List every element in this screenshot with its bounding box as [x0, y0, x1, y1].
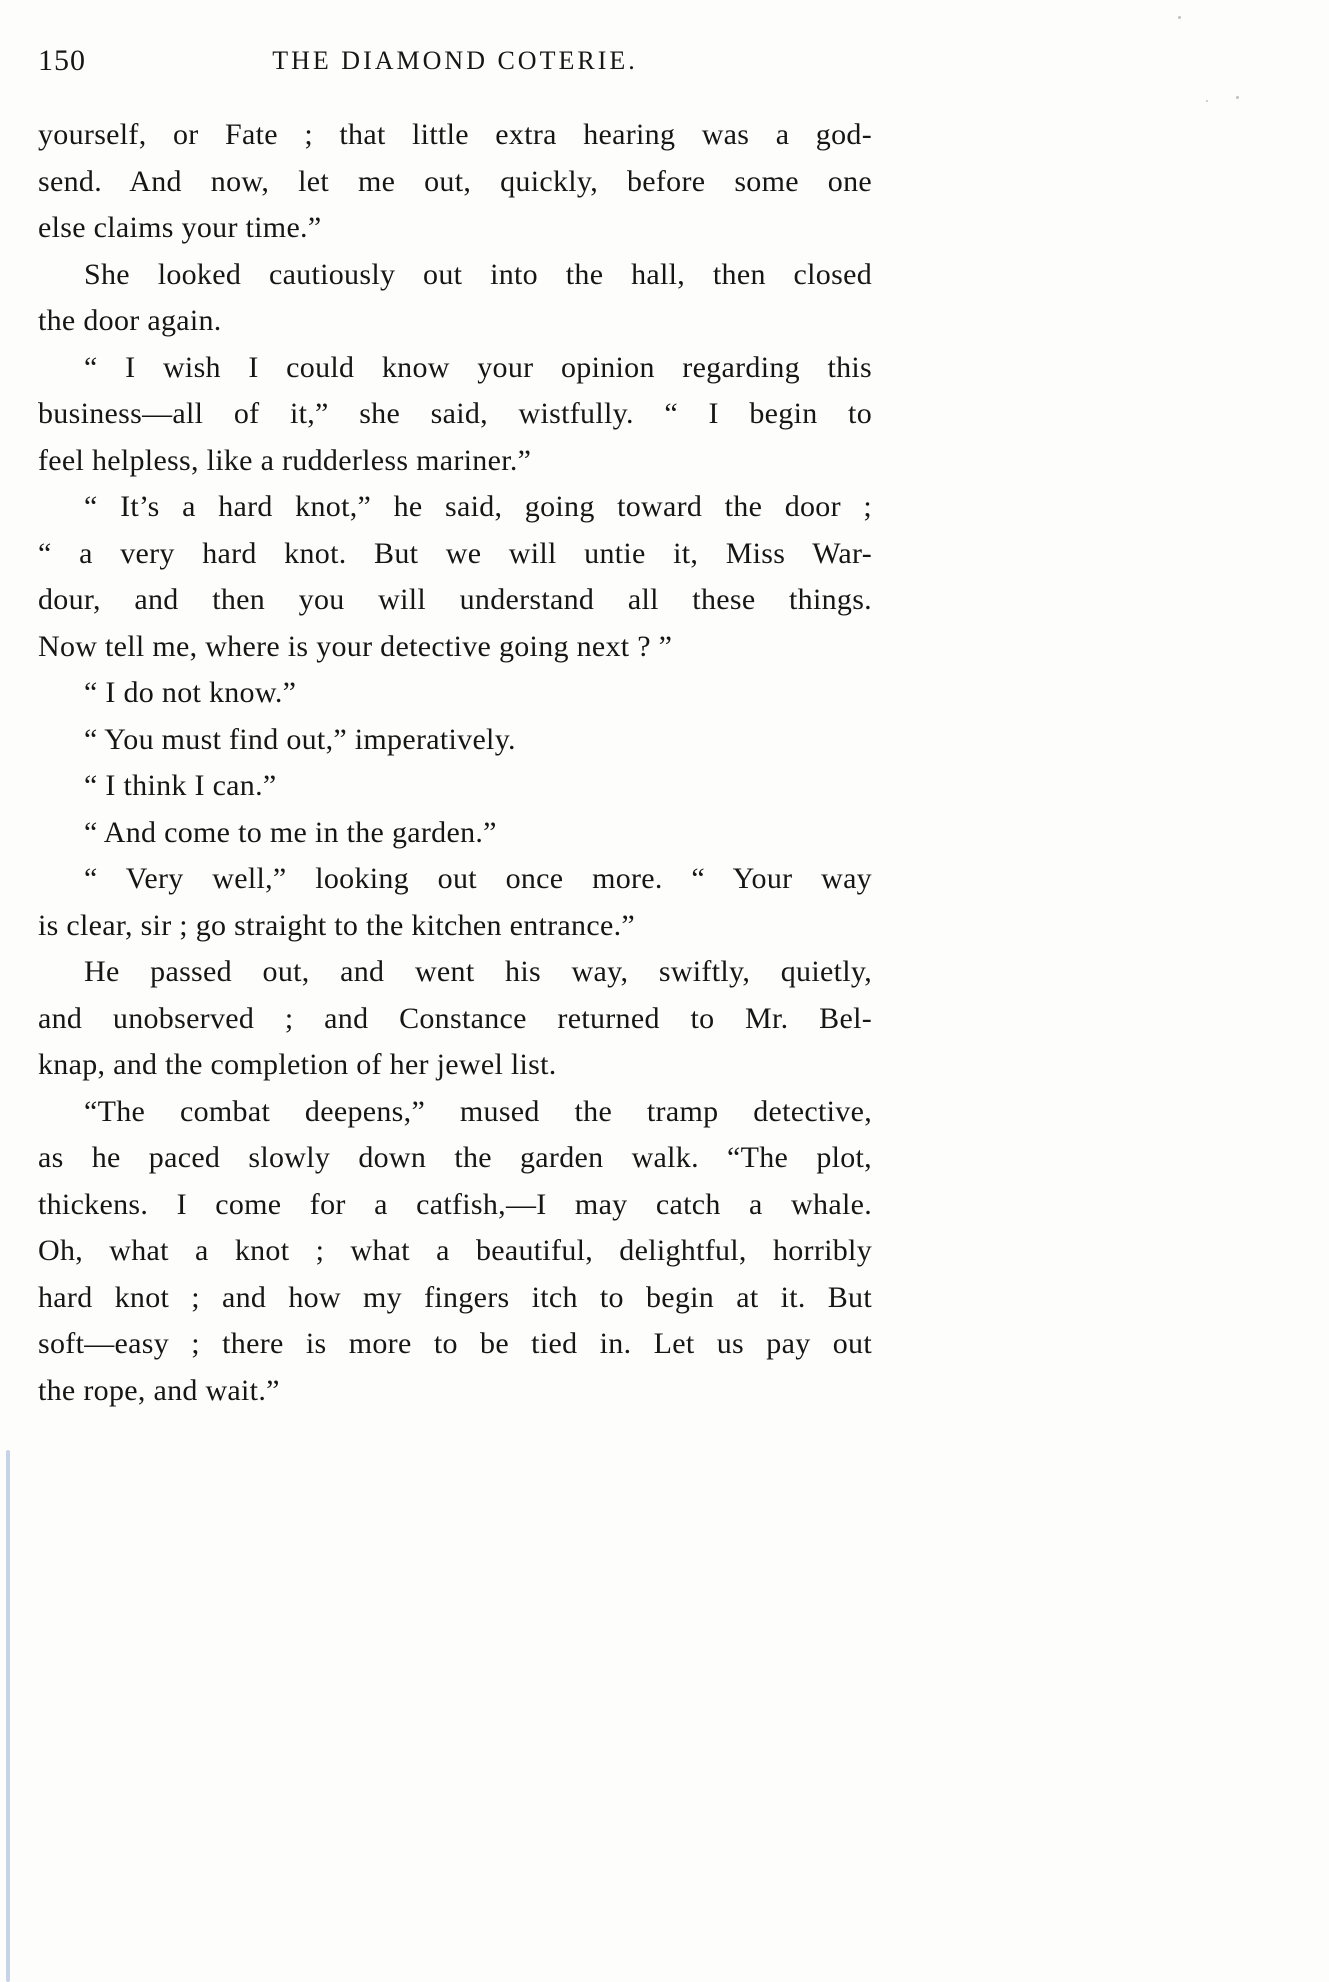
text-line: “ I do not know.”: [84, 676, 297, 709]
text-line: business—all of it,” she said, wistfully. “ I begin to: [38, 397, 872, 430]
page-body: [38, 112, 872, 1414]
paragraph: [38, 717, 872, 764]
paragraph: [38, 763, 872, 810]
text-line: “ a very hard knot. But we will untie it, Miss War-: [38, 536, 872, 570]
text-line: She looked cautiously out into the hall, then closed: [84, 257, 872, 291]
paragraph: [38, 345, 872, 485]
scan-speck: [1178, 16, 1181, 19]
page-number: 150: [38, 44, 86, 77]
text-line: and unobserved ; and Constance returned to Mr. Bel-: [38, 1001, 872, 1035]
paragraph: [38, 252, 872, 345]
running-title: THE DIAMOND COTERIE.: [272, 46, 638, 75]
text-line: “ I think I can.”: [84, 769, 277, 802]
text-line: dour, and then you will understand all these things.: [38, 583, 872, 616]
text-line: is clear, sir ; go straight to the kitchen entrance.”: [38, 908, 635, 942]
text-line: “ It’s a hard knot,” he said, going toward the door ;: [84, 490, 872, 523]
text-line: hard knot ; and how my fingers itch to begin at it. But: [38, 1280, 872, 1314]
text-line: feel helpless, like a rudderless mariner.”: [38, 443, 532, 477]
paragraph: [38, 949, 872, 1089]
scan-edge-artifact: [6, 1450, 10, 1982]
paragraph: [38, 484, 872, 670]
text-line: Now tell me, where is your detective going next ? ”: [38, 629, 673, 663]
text-line: knap, and the completion of her jewel list.: [38, 1048, 557, 1081]
text-line: “ I wish I could know your opinion regarding this: [84, 350, 872, 384]
scan-speck: [1206, 100, 1208, 102]
paragraph: [38, 1089, 872, 1415]
page-header: [38, 42, 872, 82]
text-line: else claims your time.”: [38, 211, 322, 244]
scan-speck: [1236, 96, 1239, 99]
paragraph: [38, 856, 872, 949]
text-line: He passed out, and went his way, swiftly, quietly,: [84, 955, 872, 988]
text-line: soft—easy ; there is more to be tied in. Let us pay out: [38, 1327, 872, 1360]
text-line: the rope, and wait.”: [38, 1373, 280, 1407]
paragraph: [38, 810, 872, 857]
text-line: send. And now, let me out, quickly, before some one: [38, 164, 872, 198]
text-line: the door again.: [38, 304, 222, 337]
text-line: “ You must find out,” imperatively.: [84, 722, 516, 756]
text-line: as he paced slowly down the garden walk. “The plot,: [38, 1141, 872, 1174]
paragraph: [38, 670, 872, 717]
text-line: “The combat deepens,” mused the tramp detective,: [84, 1094, 872, 1128]
text-line: thickens. I come for a catfish,—I may catch a whale.: [38, 1187, 872, 1221]
text-line: Oh, what a knot ; what a beautiful, delightful, horribly: [38, 1234, 872, 1267]
text-line: “ Very well,” looking out once more. “ Your way: [84, 862, 872, 895]
paragraph: [38, 112, 872, 252]
text-line: yourself, or Fate ; that little extra hearing was a god-: [38, 118, 872, 151]
text-line: “ And come to me in the garden.”: [84, 815, 497, 849]
